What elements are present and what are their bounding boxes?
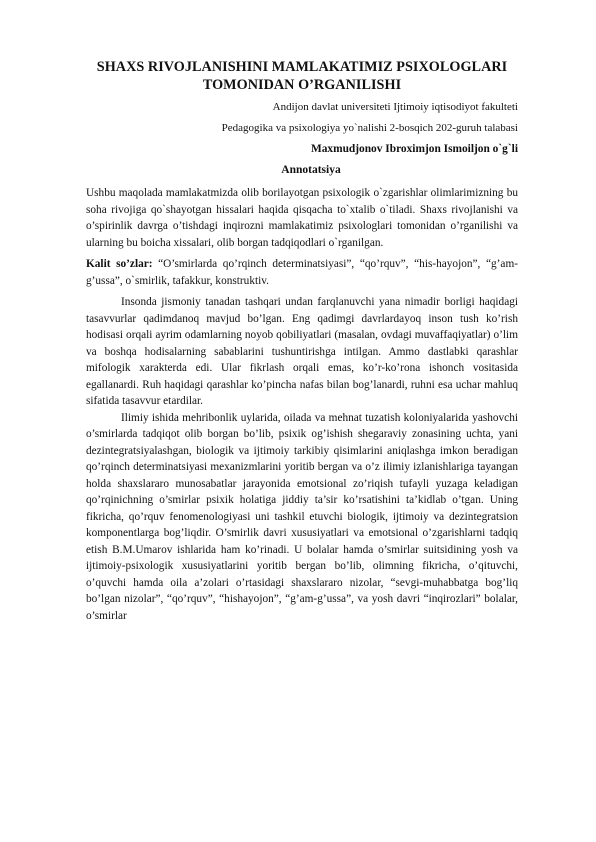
article-title: SHAXS RIVOJLANISHINI MAMLAKATIMIZ PSIXOLOGLARI TOMONIDAN O’RGANILISHI [96, 59, 508, 93]
keywords-label: Kalit so’zlar: [86, 258, 153, 270]
body-paragraph-1: Insonda jismoniy tanadan tashqari undan farqlanuvchi yana nimadir borligi haqidagi tasavvurlar qadimdanoq mavjud bo’lgan. Eng qadimgi davrlardayoq inson tush ko’rish hodisasi orqali ayrim odamlarning noyob qobiliyatlari (masalan, ovdagi muvaffaqiyatlar) o’lim va boshqa hodisalarning sabablarini tushuntirishga intilgan. Ammo dastlabki qarashlar mifologik xarakterda edi. Ular fikrlash orqali emas, ko’r-ko’rona ishonch vositasida egallanardi. Ruh haqidagi qarashlar ko’pincha nafas bilan bog’lanardi, ruhni esa uchar mahluq sifatida tasavvur etardilar. [86, 296, 518, 407]
author-name: Maxmudjonov Ibroximjon Ismoiljon o`g`li [310, 143, 518, 155]
affiliation-line: Andijon davlat universiteti Ijtimoiy iqtisodiyot fakulteti [272, 101, 518, 113]
abstract-heading: Annotatsiya [281, 164, 341, 176]
document-page [86, 58, 518, 624]
program-line: Pedagogika va psixologiya yo`nalishi 2-bosqich 202-guruh talabasi [221, 122, 518, 134]
abstract-text: Ushbu maqolada mamlakatmizda olib borilayotgan psixologik o`zgarishlar olimlarimizning bu soha rivojiga qo`shayotgan hissalari haqida qisqacha to`xtalib o`tiladi. Shaxs rivojlanishi va o’spirinlik davrga o’tishdagi inqirozni mamlakatimiz psixologlari tomonidan o’rganilishi va ularning bu boicha xissalari, olib borgan tadqiqodlari o`rganilgan. [86, 187, 518, 249]
keywords-block [86, 256, 518, 289]
body-paragraph-2: Ilimiy ishida mehribonlik uylarida, oilada va mehnat tuzatish koloniyalarida yashovchi o’smirlarda tadqiqot olib borgan bo’lib, psixik og’ishish shegaraviy zonasining uchta, yani dezintegratsiyalashgan, biologik va ijtimoiy tarkibiy qisimlarini aniqlashga imkon beradigan qo’rqinch determinatsiyasi mexanizmlarini yoritib bergan va o’z ilimiy izlanishlariga tayangan holda shaxslararo munosabatlar jarayonida emotsional zo’riqish tufayli yuzaga keladigan qo’rqinichning o’smirlar psixik holatiga jiddiy ta’sir ko’rsatishini ta’kidlab o’tgan. Uning fikricha, qo’rquv fenomenologiyasi uni tashkil etuvchi biologik, ijtimoiy va dezintegratsion komponentlarga bog’liqdir. O’smirlik davri xususiyatlari va emotsional o’zgarishlarni tadqiq etish B.M.Umarov ishlarida ham ko’rinadi. U bolalar hamda o’smirlar suitsidining yosh va ijtimoiy-psixologik xususiyatlarini yoritib bergan bo’lib, olimning fikricha, o’qituvchi, o’quvchi hamda oila a’zolari o’rtasidagi shaxslararo nizolar, “sevgi-muhabbatga bog’liq bo’lgan nizolar”, “qo’rquv”, “hishayojon”, “g’am-g’ussa”, va yosh davri “inqirozlari” bolalar, o’smirlar [86, 411, 518, 622]
keywords-text: “O’smirlarda qo’rqinch determinatsiyasi”, “qo’rquv”, “his-hayojon”, “g’am-g’ussa”, o`smirlik, tafakkur, konstruktiv. [86, 258, 518, 287]
